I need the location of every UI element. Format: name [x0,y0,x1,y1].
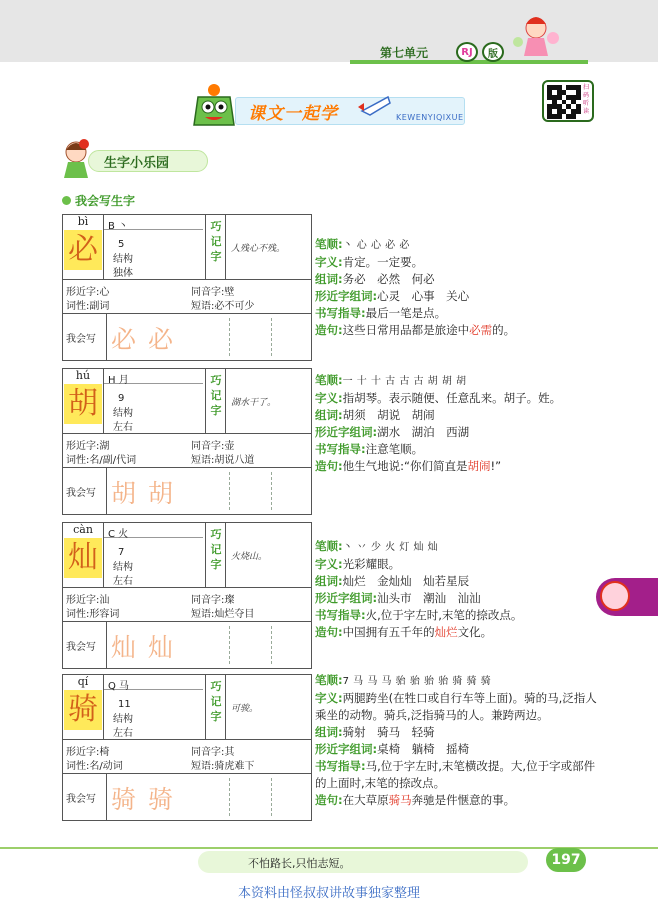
sub-title-text: 我会写生字 [75,194,136,208]
section-title: 生字小乐园 [104,156,170,171]
memo-tag: 巧记字 [210,220,222,263]
similar-words-key: 形近字组词: [315,591,378,605]
cat-face-icon [600,581,630,611]
char-detail [315,236,605,339]
sentence-key: 造句: [315,459,343,473]
similar-char: 形近字:汕 [66,595,110,606]
writing-guide: 最后一笔是点。 [365,306,447,320]
similar-words: 心灵 心事 关心 [377,289,470,303]
big-char: 胡 [64,384,102,424]
memo-tag: 巧记字 [210,528,222,571]
memo-text: 可骏。 [231,704,259,714]
similar-words-key: 形近字组词: [315,289,378,303]
sentence-highlight: 骑马 [388,793,412,807]
part-of-speech: 词性:副词 [66,301,110,312]
sentence-b: 的。 [492,323,516,337]
char-detail [315,672,605,809]
stroke-count: 5 [118,239,125,250]
stroke-order-key: 笔顺: [315,237,343,251]
stroke-order-key: 笔顺: [315,673,343,687]
practice-chars: 必必 [111,325,186,354]
char-detail [315,372,605,475]
big-char: 灿 [64,538,102,578]
meaning-key: 字义: [315,557,343,571]
similar-words: 桌椅 躺椅 摇椅 [377,742,470,756]
practice-label: 我会写 [66,794,96,805]
similar-char: 形近字:湖 [66,441,110,452]
sentence-b: 奔驰是件惬意的事。 [411,793,516,807]
structure-label: 结构 [113,714,133,725]
pinyin: bì [77,215,89,228]
part-of-speech: 词性:名/动词 [66,761,123,772]
phrase: 短语:胡说八道 [191,455,255,466]
sentence-key: 造句: [315,793,343,807]
writing-guide-key: 书写指导: [315,306,366,320]
lesson-title-en: KEWENYIQIXUE [396,113,464,122]
structure-label: 结构 [113,408,133,419]
sentence-a: 他生气地说:“你们简直是 [342,459,468,473]
words: 务必 必然 何必 [342,272,435,286]
pinyin: hú [75,369,91,382]
sentence-a: 这些日常用品都是旅途中 [342,323,470,337]
radical: C 火 [108,529,129,540]
memo-text: 湖水干了。 [231,398,277,408]
qr-caption: 扫码听读 [583,84,590,115]
big-char: 骑 [64,690,102,730]
words-key: 组词: [315,272,343,286]
pinyin: càn [73,523,93,536]
words: 灿烂 金灿灿 灿若星辰 [342,574,470,588]
writing-guide-key: 书写指导: [315,442,366,456]
stroke-order: 7 马 马 马 骀 骀 骀 骀 骑 骑 骑 [342,676,492,687]
writing-guide: 注意笔顺。 [365,442,424,456]
char-detail [315,538,605,641]
similar-char: 形近字:心 [66,287,110,298]
stroke-count: 7 [118,547,125,558]
structure: 左右 [113,576,133,587]
words-key: 组词: [315,408,343,422]
meaning: 两腿跨坐(在牲口或自行车等上面)。骑的马,泛指人乘坐的动物。骑兵,泛指骑马的人。兼跨两边。 [315,691,597,722]
sentence-a: 中国拥有五千年的 [342,625,435,639]
words: 胡须 胡说 胡闹 [342,408,435,422]
practice-label: 我会写 [66,642,96,653]
structure-label: 结构 [113,562,133,573]
phrase: 短语:灿烂夺目 [191,609,255,620]
writing-guide-key: 书写指导: [315,759,366,773]
practice-label: 我会写 [66,488,96,499]
writing-guide-key: 书写指导: [315,608,366,622]
memo-text: 人残心不残。 [231,244,286,254]
sentence-b: !” [490,459,502,473]
structure-label: 结构 [113,254,133,265]
stroke-order-key: 笔顺: [315,539,343,553]
radical: B 丶 [108,221,129,232]
unit-title: 第七单元 [380,46,429,60]
structure: 独体 [113,268,133,279]
page-number: 197 [546,848,586,872]
motto: 不怕路长,只怕志短。 [248,857,351,870]
sentence-key: 造句: [315,625,343,639]
structure: 左右 [113,728,133,739]
big-char: 必 [64,230,102,270]
pinyin: qí [77,675,89,688]
practice-chars: 胡胡 [111,479,186,508]
meaning: 指胡琴。表示随便、任意乱来。胡子。姓。 [342,391,562,405]
practice-label: 我会写 [66,334,96,345]
homophone: 同音字:璨 [191,595,235,606]
sub-title [62,192,135,209]
radical: H 月 [108,375,129,386]
edition-badge-rj: RJ [456,42,478,62]
practice-chars: 骑骑 [111,785,186,814]
char-card [62,214,312,361]
stroke-order: 丶 丷 少 火 灯 灿 灿 [342,542,439,553]
phrase: 短语:骑虎难下 [191,761,255,772]
homophone: 同音字:壁 [191,287,235,298]
words-key: 组词: [315,725,343,739]
stroke-order-key: 笔顺: [315,373,343,387]
edition-badge-ban: 版 [482,42,504,62]
memo-tag: 巧记字 [210,680,222,723]
structure: 左右 [113,422,133,433]
sentence-key: 造句: [315,323,343,337]
memo-tag: 巧记字 [210,374,222,417]
words: 骑射 骑马 轻骑 [342,725,435,739]
footer-note: 本资料由怪叔叔讲故事独家整理 [237,886,420,901]
stroke-order: 丶 心 心 必 必 [342,240,410,251]
meaning-key: 字义: [315,391,343,405]
sentence-highlight: 灿烂 [434,625,458,639]
stroke-count: 11 [118,699,131,710]
part-of-speech: 词性:形容词 [66,609,120,620]
radical: Q 马 [108,681,130,692]
stroke-count: 9 [118,393,125,404]
fairy-mascot-icon [508,8,563,63]
meaning: 光彩耀眼。 [342,557,401,571]
writing-guide: 火,位于字左时,末笔的捺改点。 [365,608,523,622]
hand-pointer-icon [358,93,394,119]
part-of-speech: 词性:名/副/代词 [66,455,137,466]
similar-words-key: 形近字组词: [315,425,378,439]
bullet-icon [62,196,71,205]
lesson-banner [190,83,475,133]
char-card [62,522,312,669]
char-card [62,368,312,515]
similar-words: 汕头市 潮汕 汕汕 [377,591,481,605]
section-header [60,138,225,178]
practice-chars: 灿灿 [111,633,186,662]
phrase: 短语:必不可少 [191,301,255,312]
monster-mascot-icon [190,83,238,133]
lesson-title: 课文一起学 [248,104,338,124]
similar-words-key: 形近字组词: [315,742,378,756]
memo-text: 火烧山。 [231,552,268,562]
meaning-key: 字义: [315,255,343,269]
stroke-order: 一 十 十 古 古 古 胡 胡 胡 [342,376,467,387]
sentence-b: 文化。 [457,625,493,639]
writing-guide: 马,位于字左时,末笔横改提。大,位于字或部件的上面时,末笔的捺改点。 [315,759,596,790]
similar-char: 形近字:椅 [66,747,110,758]
homophone: 同音字:其 [191,747,235,758]
sentence-highlight: 胡闹 [467,459,491,473]
similar-words: 湖水 湖泊 西湖 [377,425,470,439]
meaning: 肯定。一定要。 [342,255,424,269]
sentence-a: 在大草原 [342,793,389,807]
char-card [62,674,312,821]
words-key: 组词: [315,574,343,588]
meaning-key: 字义: [315,691,343,705]
sentence-highlight: 必需 [469,323,493,337]
homophone: 同音字:壶 [191,441,235,452]
